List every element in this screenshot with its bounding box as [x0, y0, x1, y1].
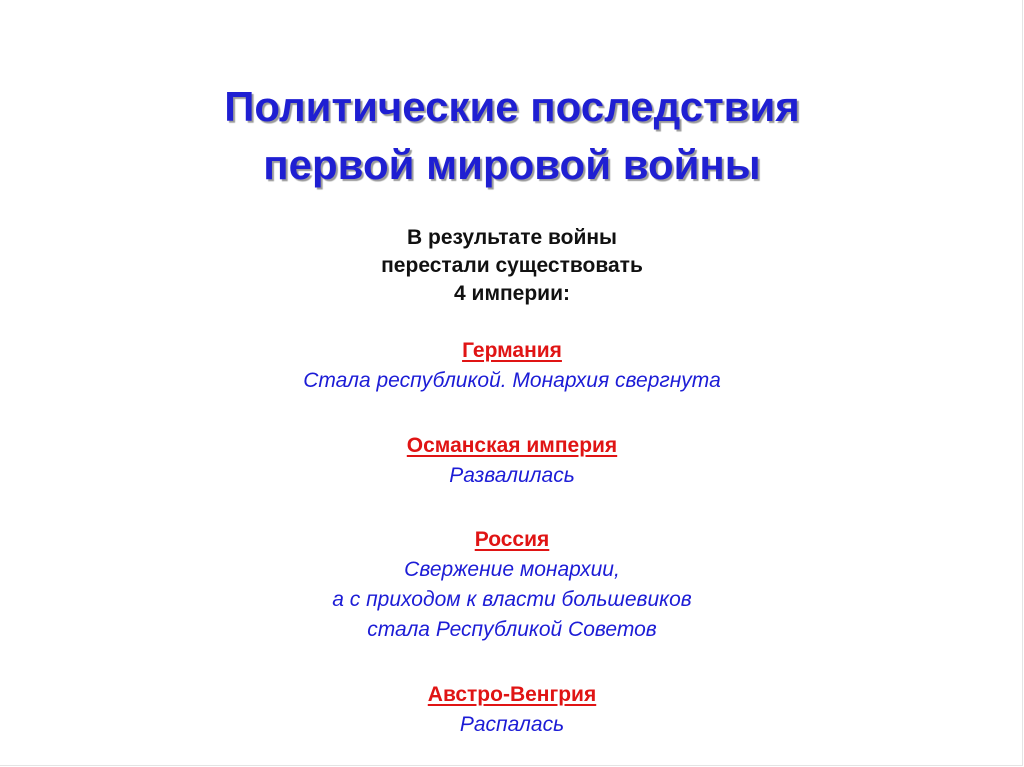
- empire-russia: [0, 525, 1024, 645]
- empire-name: Австро-Венгрия: [427, 683, 597, 706]
- title-line-1: Политические последствия: [224, 83, 800, 130]
- empire-germany: [0, 336, 1024, 396]
- empire-name: Османская империя: [406, 434, 618, 457]
- title-line-2: первой мировой войны: [263, 141, 761, 188]
- intro-line-1: В результате войны: [407, 226, 617, 249]
- empire-description: а с приходом к власти большевиков: [332, 588, 692, 611]
- intro-line-3: 4 империи:: [454, 282, 570, 305]
- empire-ottoman: [0, 431, 1024, 491]
- intro-text: [0, 224, 1024, 308]
- empire-name: Россия: [474, 528, 550, 551]
- intro-line-2: перестали существовать: [381, 254, 643, 277]
- empire-description: Свержение монархии,: [404, 558, 620, 581]
- empire-description: Стала республикой. Монархия свергнута: [303, 369, 721, 392]
- empire-description: Развалилась: [449, 464, 575, 487]
- empire-description: Распалась: [459, 713, 565, 736]
- empire-name: Германия: [462, 339, 562, 362]
- slide-title: [0, 78, 1024, 194]
- empire-austria-hungary: [0, 680, 1024, 740]
- empire-description: стала Республикой Советов: [367, 618, 657, 641]
